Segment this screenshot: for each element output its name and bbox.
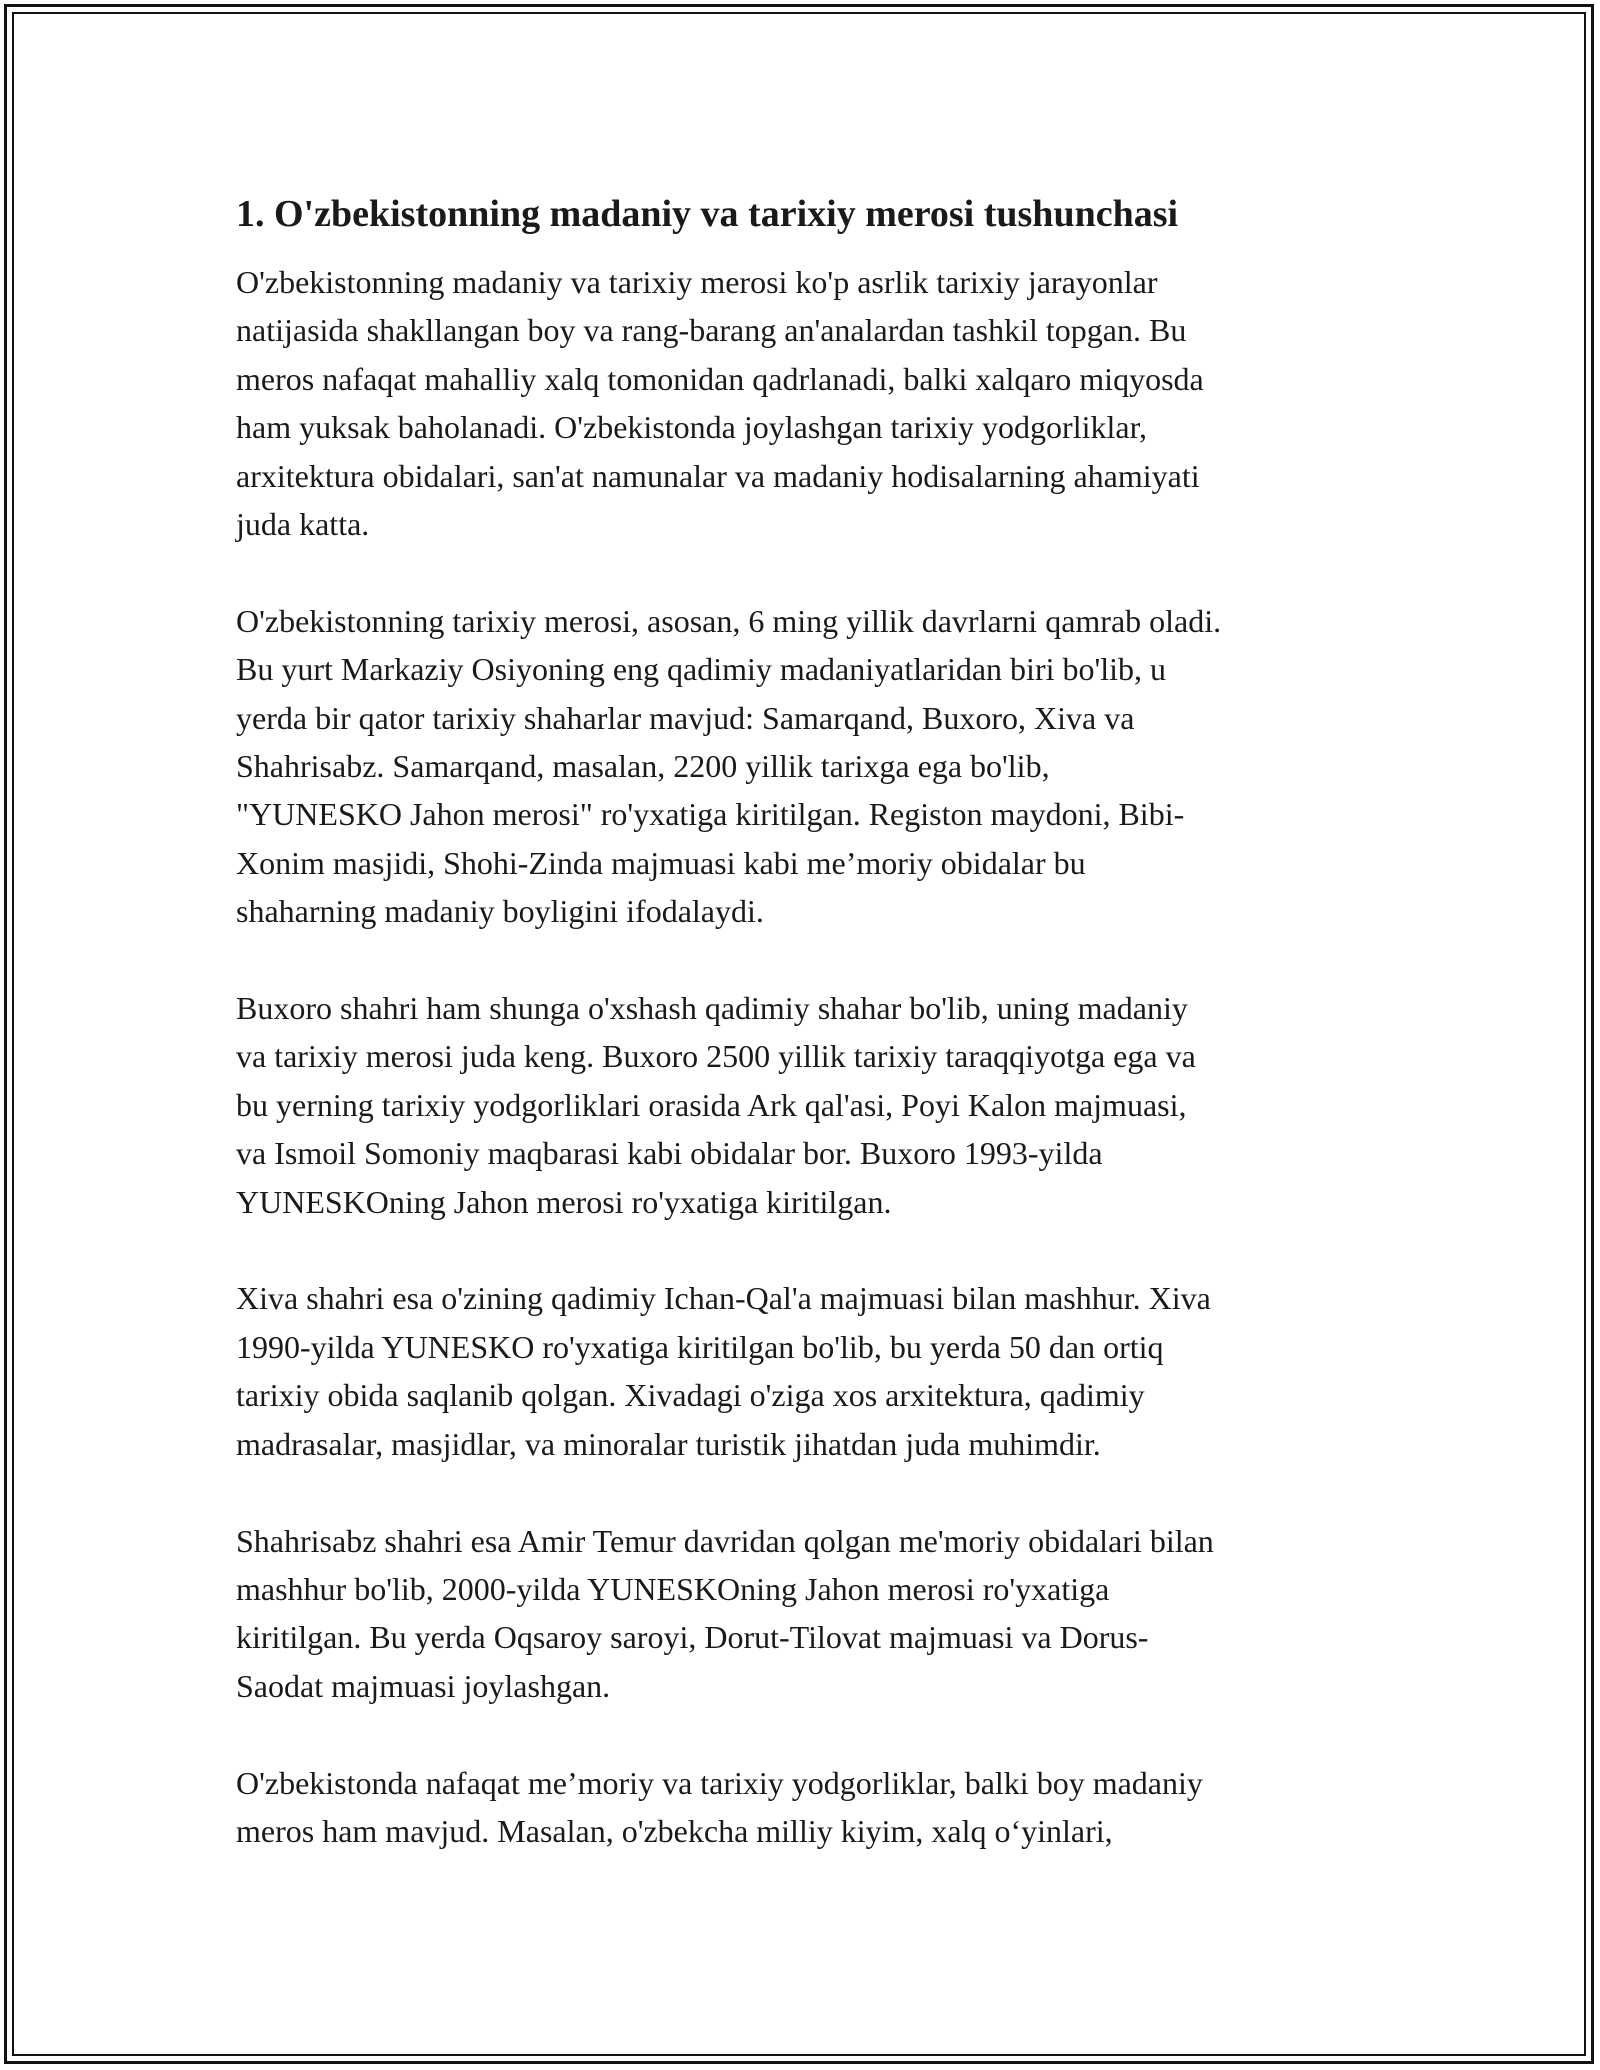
paragraph-gap xyxy=(236,1226,1376,1274)
text-line: arxitektura obidalari, san'at namunalar va madaniy hodisalarning ahamiyati xyxy=(236,457,1200,494)
text-line: Shahrisabz shahri esa Amir Temur davridan qolgan me'moriy obidalari bilan xyxy=(236,1522,1214,1559)
paragraph-gap xyxy=(236,548,1376,596)
text-line: tarixiy obida saqlanib qolgan. Xivadagi o'ziga xos arxitektura, qadimiy xyxy=(236,1377,1145,1414)
paragraph-gap xyxy=(236,1710,1376,1758)
text-line: Buxoro shahri ham shunga o'xshash qadimiy shahar bo'lib, uning madaniy xyxy=(236,990,1188,1027)
paragraph-intro xyxy=(236,258,1376,548)
paragraph-khiva xyxy=(236,1274,1376,1468)
paragraph-bukhara xyxy=(236,984,1376,1226)
text-line: meros nafaqat mahalliy xalq tomonidan qadrlanadi, balki xalqaro miqyosda xyxy=(236,360,1204,397)
paragraph-cultural-heritage xyxy=(236,1759,1376,1856)
text-line: shaharning madaniy boyligini ifodalaydi. xyxy=(236,893,764,930)
text-line: Saodat majmuasi joylashgan. xyxy=(236,1667,611,1704)
text-line: yerda bir qator tarixiy shaharlar mavjud: Samarqand, Buxoro, Xiva va xyxy=(236,699,1135,736)
text-line: O'zbekistonda nafaqat me’moriy va tarixiy yodgorliklar, balki boy madaniy xyxy=(236,1764,1203,1801)
text-line: va tarixiy merosi juda keng. Buxoro 2500 yillik tarixiy taraqqiyotga ega va xyxy=(236,1038,1196,1075)
text-line: kiritilgan. Bu yerda Oqsaroy saroyi, Dorut-Tilovat majmuasi va Dorus- xyxy=(236,1619,1149,1656)
text-line: madrasalar, masjidlar, va minoralar turistik jihatdan juda muhimdir. xyxy=(236,1425,1101,1462)
text-line: natijasida shakllangan boy va rang-barang an'analardan tashkil topgan. Bu xyxy=(236,312,1187,349)
text-line: ham yuksak baholanadi. O'zbekistonda joylashgan tarixiy yodgorliklar, xyxy=(236,409,1147,446)
paragraph-gap xyxy=(236,1468,1376,1516)
text-line: juda katta. xyxy=(236,506,370,543)
text-line: Xonim masjidi, Shohi-Zinda majmuasi kabi me’moriy obidalar bu xyxy=(236,844,1086,881)
text-line: Xiva shahri esa o'zining qadimiy Ichan-Qal'a majmuasi bilan mashhur. Xiva xyxy=(236,1280,1211,1317)
paragraph-gap xyxy=(236,936,1376,984)
text-line: "YUNESKO Jahon merosi" ro'yxatiga kiritilgan. Registon maydoni, Bibi- xyxy=(236,796,1185,833)
text-line: Shahrisabz. Samarqand, masalan, 2200 yillik tarixga ega bo'lib, xyxy=(236,748,1050,785)
section-heading: 1. O'zbekistonning madaniy va tarixiy merosi tushunchasi xyxy=(236,193,1179,235)
document-body xyxy=(236,190,1376,1855)
paragraph-samarkand xyxy=(236,597,1376,936)
text-line: O'zbekistonning madaniy va tarixiy merosi ko'p asrlik tarixiy jarayonlar xyxy=(236,264,1158,300)
text-line: bu yerning tarixiy yodgorliklari orasida Ark qal'asi, Poyi Kalon majmuasi, xyxy=(236,1086,1187,1123)
text-line: 1990-yilda YUNESKO ro'yxatiga kiritilgan bo'lib, bu yerda 50 dan ortiq xyxy=(236,1328,1164,1365)
text-line: meros ham mavjud. Masalan, o'zbekcha milliy kiyim, xalq o‘yinlari, xyxy=(236,1812,1113,1849)
text-line: Bu yurt Markaziy Osiyoning eng qadimiy madaniyatlaridan biri bo'lib, u xyxy=(236,651,1167,688)
text-line: mashhur bo'lib, 2000-yilda YUNESKOning Jahon merosi ro'yxatiga xyxy=(236,1570,1110,1607)
text-line: YUNESKOning Jahon merosi ro'yxatiga kiritilgan. xyxy=(236,1183,892,1220)
text-line: va Ismoil Somoniy maqbarasi kabi obidalar bor. Buxoro 1993-yilda xyxy=(236,1135,1103,1172)
text-line: O'zbekistonning tarixiy merosi, asosan, 6 ming yillik davrlarni qamrab oladi. xyxy=(236,602,1222,639)
paragraph-shahrisabz xyxy=(236,1517,1376,1711)
